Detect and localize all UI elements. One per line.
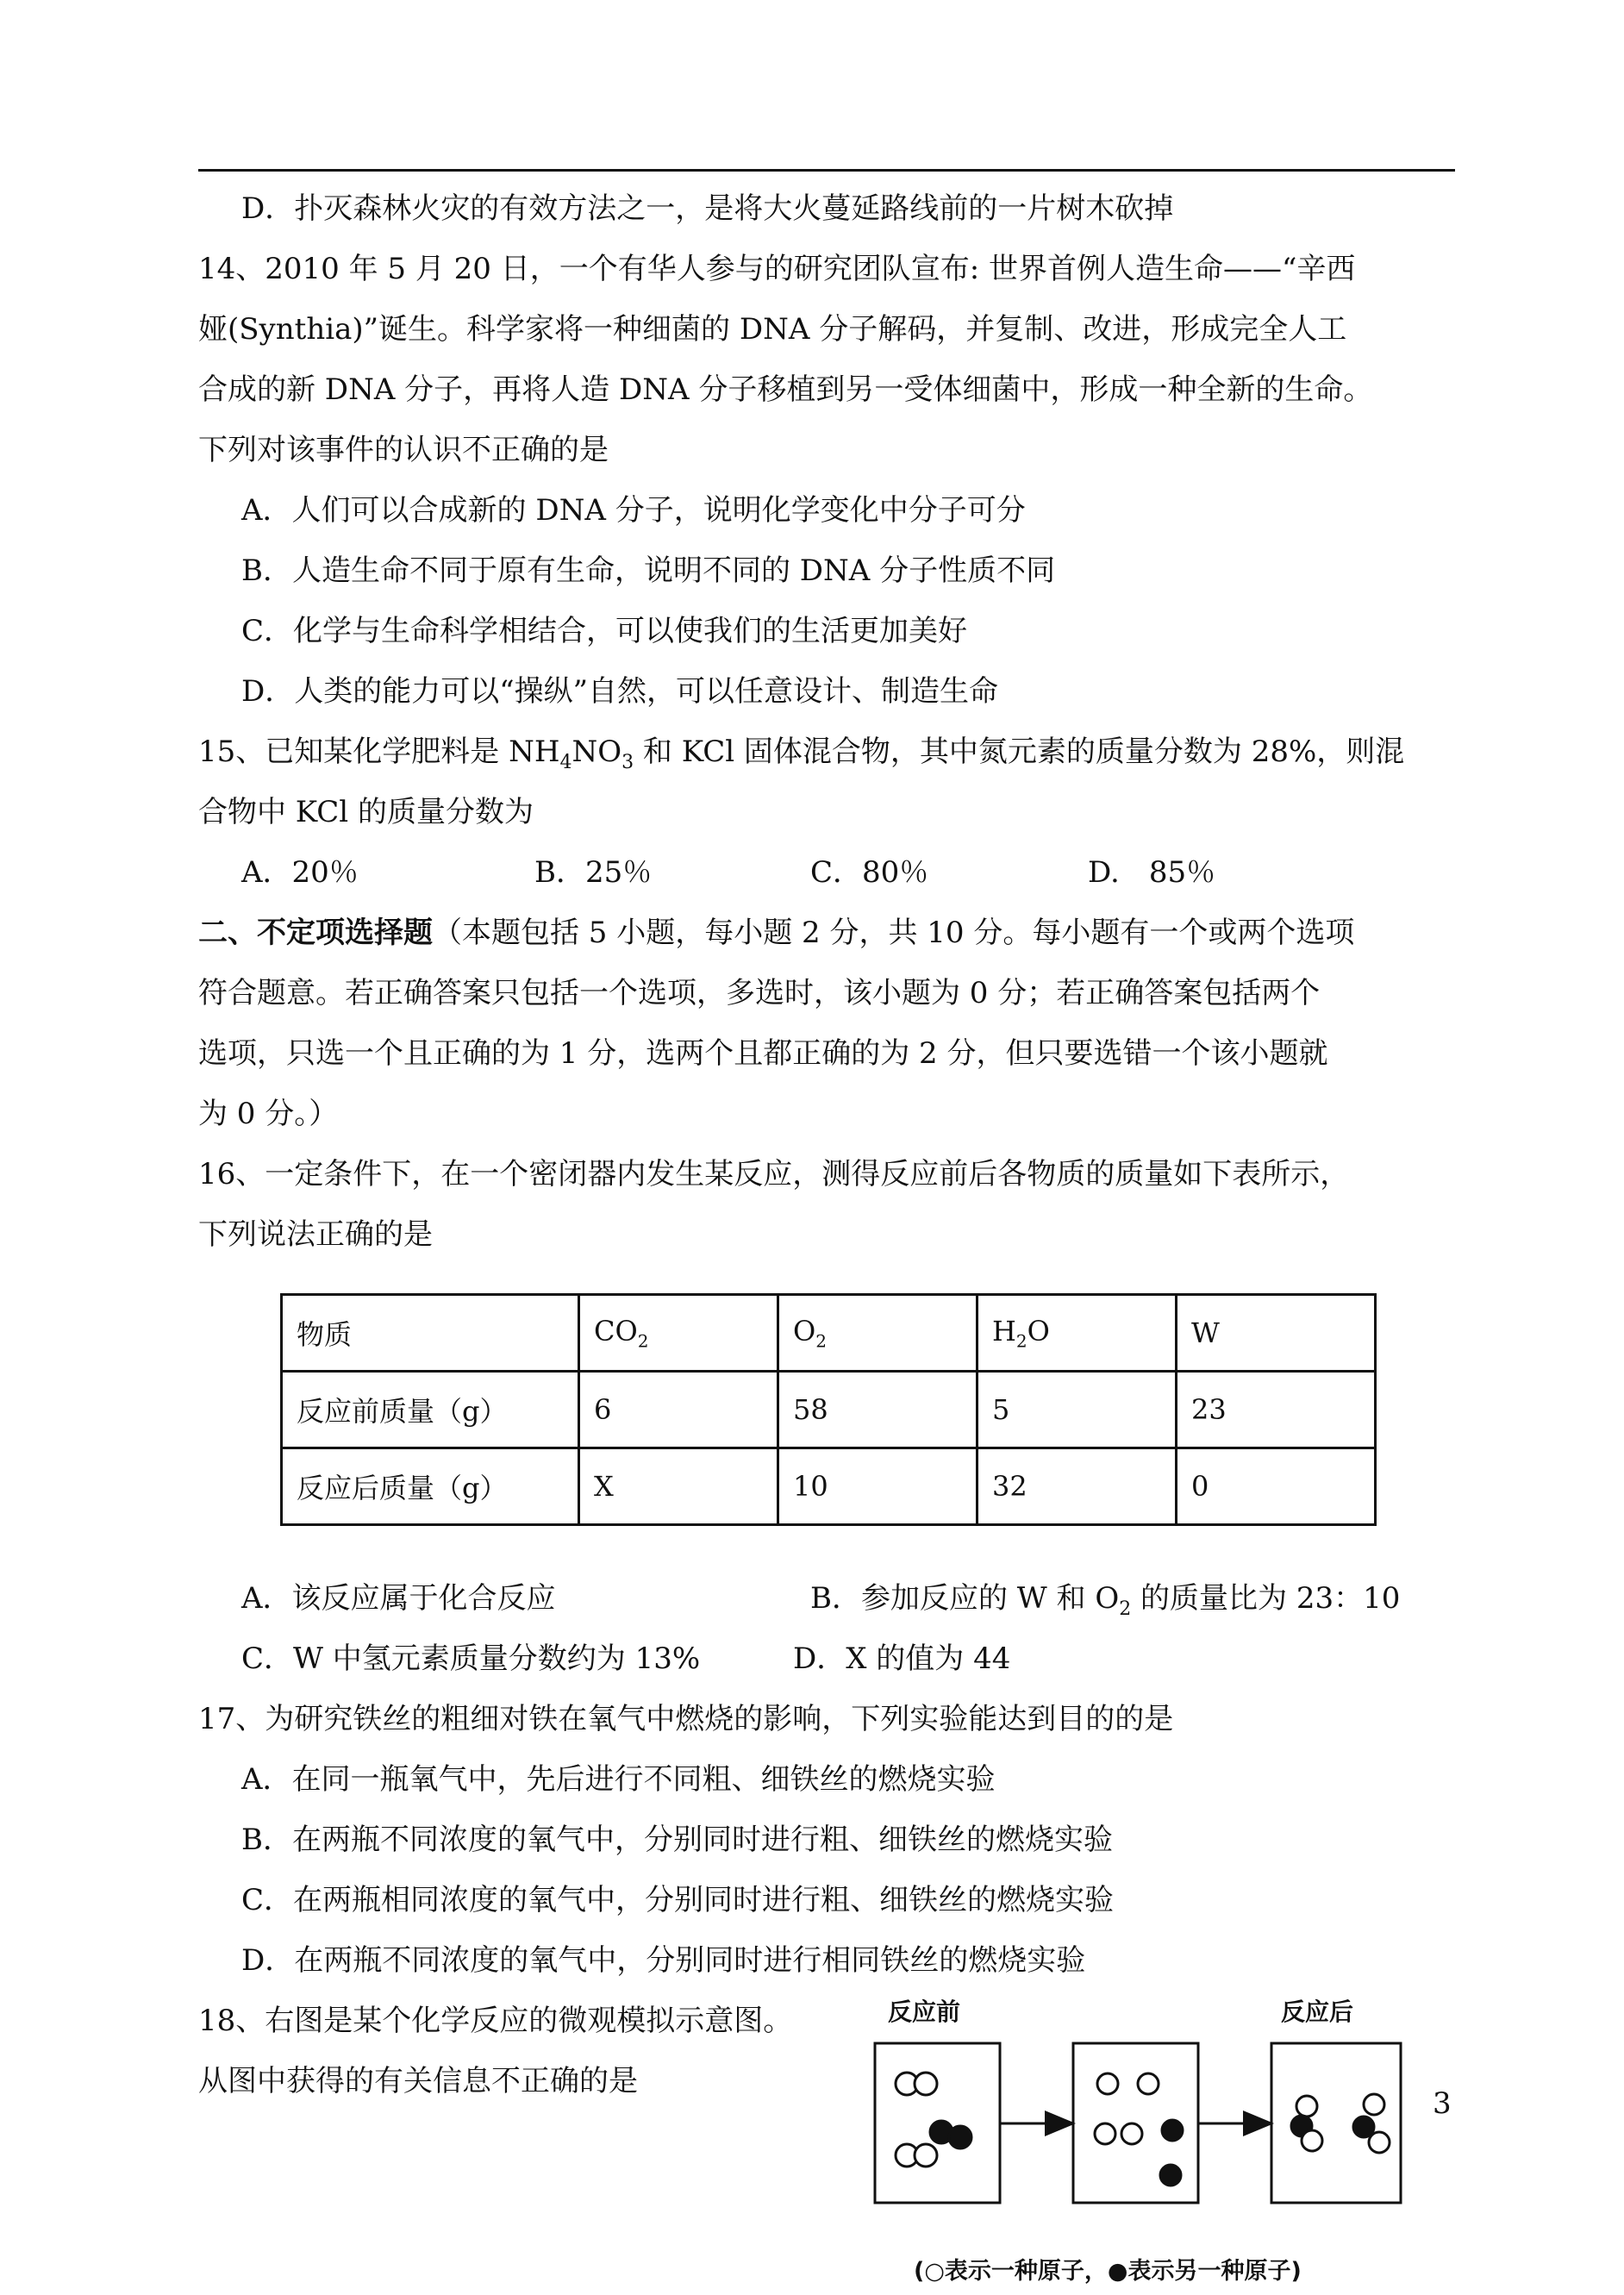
q16-stem-line-2: 下列说法正确的是 (198, 1217, 433, 1252)
black-atom (1353, 2117, 1374, 2137)
q17-option-b: B．在两瓶不同浓度的氧气中，分别同时进行粗、细铁丝的燃烧实验 (241, 1823, 1113, 1857)
label-after: 反应后 (1281, 1998, 1354, 2026)
header-rule (198, 169, 1455, 172)
table-cell: $CO_2$ (579, 1295, 778, 1372)
q14-stem-line-1: 14、2010 年 5 月 20 日，一个有华人参与的研究团队宣布: 世界首例人造生命——“辛西 (198, 252, 1356, 286)
q15-stem-line-1: 15、已知某化学肥料是 $NH_4NO_3$ 和 KCl 固体混合物，其中氮元素的质量分数为 28%，则混 (198, 735, 1405, 773)
table-cell: 5 (978, 1372, 1177, 1448)
q18-stem-line-2: 从图中获得的有关信息不正确的是 (198, 2064, 638, 2098)
white-atom (1097, 2073, 1118, 2094)
white-atom (1138, 2073, 1159, 2094)
table-header-row (282, 1295, 1376, 1372)
section2-line-2: 符合题意。若正确答案只包括一个选项，多选时，该小题为 0 分；若正确答案包括两个 (198, 976, 1321, 1010)
q16-option-c: C．W 中氢元素质量分数约为 13% (241, 1642, 701, 1676)
white-atom (915, 2144, 937, 2167)
q17-option-c: C．在两瓶相同浓度的氧气中，分别同时进行粗、细铁丝的燃烧实验 (241, 1883, 1115, 1917)
q18-stem-line-1: 18、右图是某个化学反应的微观模拟示意图。 (198, 2004, 793, 2038)
q15-option-b: B．25％ (534, 855, 653, 890)
table-cell: 反应后质量（g） (282, 1448, 579, 1525)
q14-stem-line-3: 合成的新 DNA 分子，再将人造 DNA 分子移植到另一受体细菌中，形成一种全新的生命。 (198, 372, 1373, 407)
q15-stem-line-2: 合物中 KCl 的质量分数为 (198, 795, 534, 829)
q15-option-d: D. 85％ (1088, 855, 1216, 890)
diagram-legend: (○表示一种原子，●表示另一种原子) (914, 2258, 1302, 2285)
q14-option-d: D．人类的能力可以“操纵”自然，可以任意设计、制造生命 (241, 674, 999, 709)
table-cell: 58 (778, 1372, 978, 1448)
table-cell: X (579, 1448, 778, 1525)
q14-option-c: C．化学与生命科学相结合，可以使我们的生活更加美好 (241, 614, 968, 648)
white-atom (1364, 2094, 1384, 2115)
table-cell: 32 (978, 1448, 1177, 1525)
q15-option-c: C．80％ (810, 855, 929, 890)
q14-stem-line-4: 下列对该事件的认识不正确的是 (198, 433, 609, 467)
mass-table (280, 1293, 1377, 1526)
table-cell: $H_2O$ (978, 1295, 1177, 1372)
q13-option-d: D．扑灭森林火灾的有效方法之一，是将大火蔓延路线前的一片树木砍掉 (241, 191, 1174, 226)
table-row (282, 1448, 1376, 1525)
white-atom (1121, 2123, 1142, 2144)
table-cell: 10 (778, 1448, 978, 1525)
section2-line-1: 二、不定项选择题（本题包括 5 小题，每小题 2 分，共 10 分。每小题有一个或两个选项 (198, 916, 1355, 950)
q14-option-a: A．人们可以合成新的 DNA 分子，说明化学变化中分子可分 (241, 493, 1026, 528)
reaction-diagram (871, 2030, 1422, 2220)
q15-option-a: A．20％ (241, 855, 359, 890)
section2-title: 二、不定项选择题 (198, 916, 433, 950)
q16-option-b: B．参加反应的 W 和 $O_2$ 的质量比为 23：10 (810, 1581, 1401, 1620)
white-atom (1095, 2123, 1115, 2144)
q17-option-a: A．在同一瓶氧气中，先后进行不同粗、细铁丝的燃烧实验 (241, 1762, 996, 1797)
q16-option-d: D．X 的值为 44 (793, 1642, 1011, 1676)
table-cell: 0 (1177, 1448, 1376, 1525)
q16-stem-line-1: 16、一定条件下，在一个密闭器内发生某反应，测得反应前后各物质的质量如下表所示， (198, 1157, 1350, 1191)
black-atom (1162, 2120, 1183, 2141)
white-atom (1302, 2130, 1322, 2151)
section2-line-3: 选项，只选一个且正确的为 1 分，选两个且都正确的为 2 分，但只要选错一个该小题就 (198, 1036, 1328, 1071)
label-before: 反应前 (888, 1998, 961, 2026)
table-row (282, 1372, 1376, 1448)
table-cell: W (1177, 1295, 1376, 1372)
q17-stem: 17、为研究铁丝的粗细对铁在氧气中燃烧的影响，下列实验能达到目的的是 (198, 1702, 1174, 1736)
black-atom (1160, 2165, 1181, 2186)
table-cell: 23 (1177, 1372, 1376, 1448)
section2-line-4: 为 0 分。） (198, 1097, 339, 1131)
page-number: 3 (1433, 2086, 1452, 2121)
q14-option-b: B．人造生命不同于原有生命，说明不同的 DNA 分子性质不同 (241, 553, 1056, 588)
table-cell: 物质 (282, 1295, 579, 1372)
table-cell: $O_2$ (778, 1295, 978, 1372)
white-atom (1296, 2096, 1317, 2117)
white-atom (1369, 2132, 1390, 2153)
white-atom (915, 2073, 937, 2095)
black-atom (949, 2126, 971, 2148)
q14-stem-line-2: 娅(Synthia)”诞生。科学家将一种细菌的 DNA 分子解码，并复制、改进，形成完全人工 (198, 312, 1347, 347)
q17-option-d: D．在两瓶不同浓度的氧气中，分别同时进行相同铁丝的燃烧实验 (241, 1943, 1086, 1978)
table-cell: 6 (579, 1372, 778, 1448)
q16-option-a: A．该反应属于化合反应 (241, 1581, 556, 1616)
table-cell: 反应前质量（g） (282, 1372, 579, 1448)
